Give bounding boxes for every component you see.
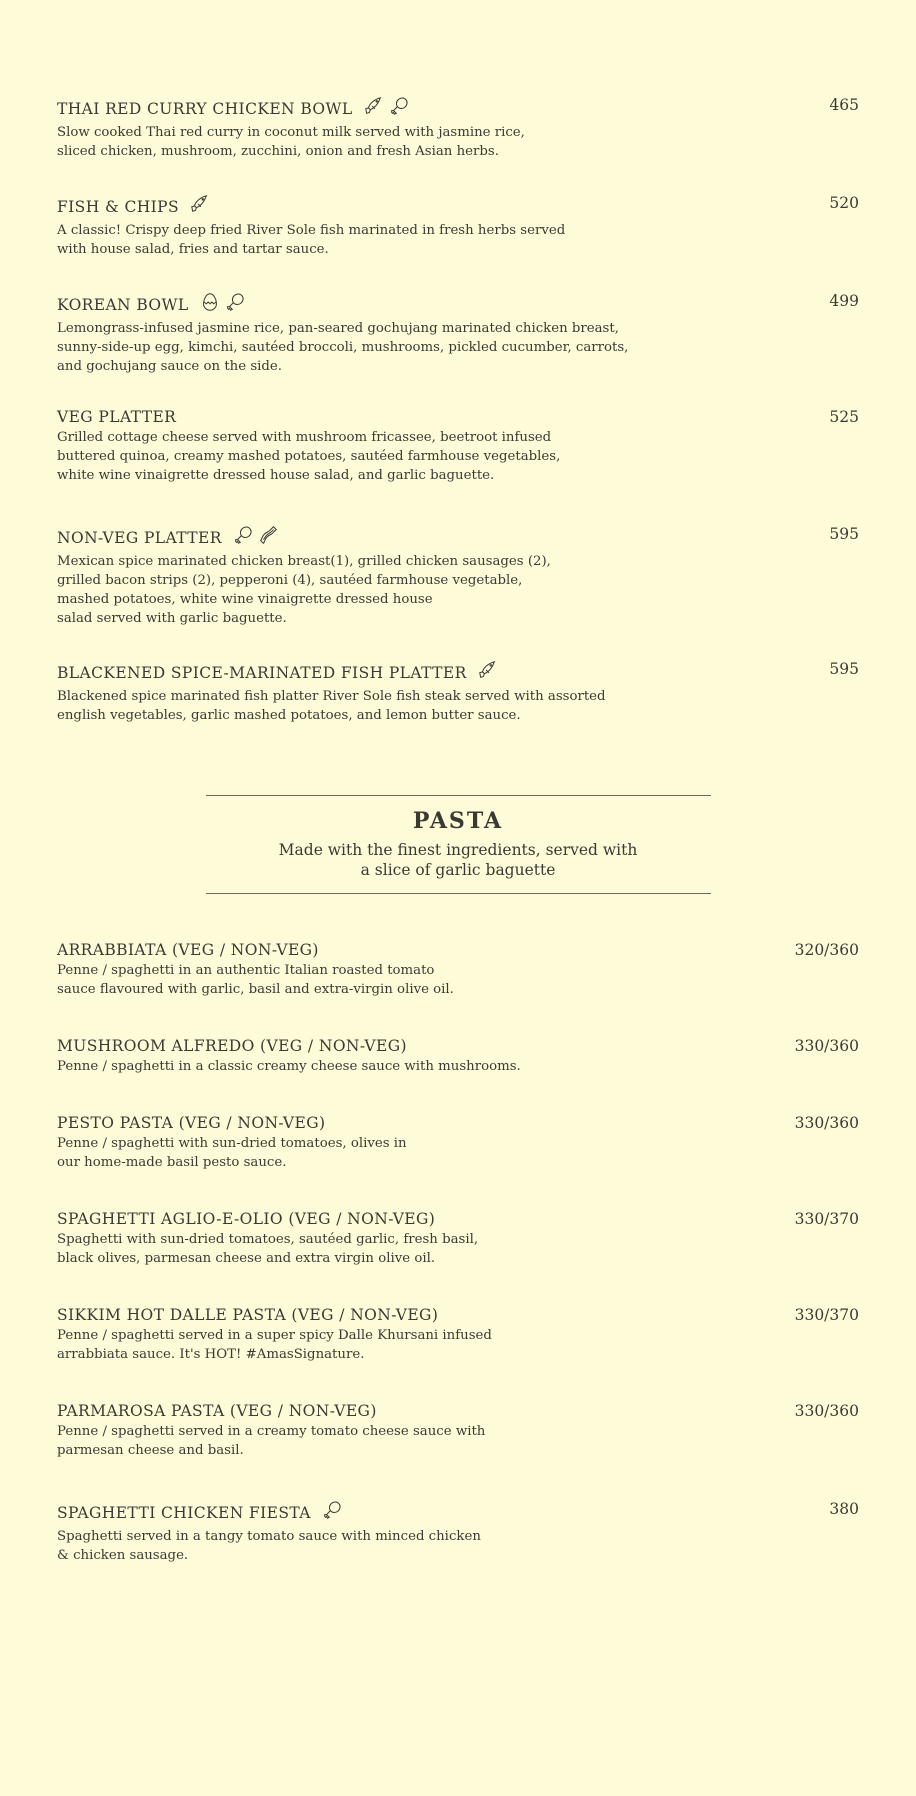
fish-icon bbox=[363, 95, 385, 122]
item-description: Mexican spice marinated chicken breast(1), grilled chicken sausages (2), grilled bacon strips (2), pepperoni (4), sautéed farmhouse vegetable, mashed potatoes, white wine vinaigrette dressed house salad served with garlic baguette. bbox=[57, 554, 551, 626]
item-title-row bbox=[57, 1305, 859, 1325]
item-description: Penne / spaghetti served in a creamy tomato cheese sauce with parmesan cheese and basil. bbox=[57, 1424, 486, 1458]
item-price: 330/370 bbox=[794, 1210, 859, 1228]
item-name: SPAGHETTI AGLIO-E-OLIO (VEG / NON-VEG) bbox=[57, 1210, 436, 1228]
item-description: Grilled cottage cheese served with mushroom fricassee, beetroot infused buttered quinoa, creamy mashed potatoes, sautéed farmhouse vegetables, white wine vinaigrette dressed house salad, and garlic baguette. bbox=[57, 430, 561, 483]
item-price: 320/360 bbox=[794, 941, 859, 959]
fish-icon bbox=[189, 193, 211, 220]
item-description: Penne / spaghetti in a classic creamy cheese sauce with mushrooms. bbox=[57, 1059, 521, 1074]
item-description: Penne / spaghetti served in a super spicy Dalle Khursani infused arrabbiata sauce. It's HOT! #AmasSignature. bbox=[57, 1328, 492, 1362]
item-price: 499 bbox=[829, 292, 859, 310]
section-divider-bottom bbox=[206, 893, 711, 894]
item-price: 465 bbox=[829, 96, 859, 114]
bacon-icon bbox=[257, 524, 279, 551]
menu-item bbox=[57, 407, 859, 485]
menu-item bbox=[57, 1036, 859, 1076]
item-name: BLACKENED SPICE-MARINATED FISH PLATTER bbox=[57, 663, 467, 682]
item-name: MUSHROOM ALFREDO (VEG / NON-VEG) bbox=[57, 1037, 407, 1055]
drumstick-icon bbox=[224, 291, 246, 318]
menu-item bbox=[57, 659, 859, 725]
menu-item bbox=[57, 1209, 859, 1268]
menu-item bbox=[57, 1113, 859, 1172]
item-title-row bbox=[57, 1036, 859, 1056]
item-description: Blackened spice marinated fish platter River Sole fish steak served with assorted english vegetables, garlic mashed potatoes, and lemon butter sauce. bbox=[57, 689, 606, 723]
item-description: Penne / spaghetti with sun-dried tomatoes, olives in our home-made basil pesto sauce. bbox=[57, 1136, 407, 1170]
item-title-row bbox=[57, 193, 859, 220]
item-name: NON-VEG PLATTER bbox=[57, 528, 222, 547]
item-description: A classic! Crispy deep fried River Sole fish marinated in fresh herbs served with house salad, fries and tartar sauce. bbox=[57, 223, 566, 257]
item-description: Spaghetti served in a tangy tomato sauce with minced chicken & chicken sausage. bbox=[57, 1529, 481, 1563]
item-title-row bbox=[57, 940, 859, 960]
item-icons bbox=[321, 1499, 343, 1526]
item-title-row bbox=[57, 1113, 859, 1133]
menu-item bbox=[57, 95, 859, 161]
item-title-row bbox=[57, 1401, 859, 1421]
item-title-row bbox=[57, 95, 859, 122]
section-subtitle: Made with the finest ingredients, served with a slice of garlic baguette bbox=[278, 841, 638, 879]
item-name: SIKKIM HOT DALLE PASTA (VEG / NON-VEG) bbox=[57, 1306, 439, 1324]
item-title-row bbox=[57, 407, 859, 427]
section-divider-top bbox=[206, 795, 711, 796]
item-name: FISH & CHIPS bbox=[57, 197, 180, 216]
item-name: SPAGHETTI CHICKEN FIESTA bbox=[57, 1503, 311, 1522]
item-name: THAI RED CURRY CHICKEN BOWL bbox=[57, 99, 353, 118]
menu-item bbox=[57, 940, 859, 999]
item-name: KOREAN BOWL bbox=[57, 295, 189, 314]
item-name: VEG PLATTER bbox=[57, 408, 177, 426]
item-price: 330/360 bbox=[794, 1402, 859, 1420]
item-price: 330/360 bbox=[794, 1114, 859, 1132]
section-title: PASTA bbox=[412, 808, 504, 834]
fish-icon bbox=[477, 659, 499, 686]
menu-item bbox=[57, 193, 859, 259]
item-icons bbox=[232, 524, 279, 551]
item-description: Penne / spaghetti in an authentic Italian roasted tomato sauce flavoured with garlic, basil and extra-virgin olive oil. bbox=[57, 963, 454, 997]
item-description: Lemongrass-infused jasmine rice, pan-seared gochujang marinated chicken breast, sunny-side-up egg, kimchi, sautéed broccoli, mushrooms, pickled cucumber, carrots, and gochujang sauce on the side. bbox=[57, 321, 629, 374]
item-icons bbox=[189, 193, 211, 220]
menu-item bbox=[57, 1401, 859, 1460]
menu-item bbox=[57, 1305, 859, 1364]
item-icons bbox=[477, 659, 499, 686]
menu-item bbox=[57, 1499, 859, 1565]
item-title-row bbox=[57, 524, 859, 551]
egg-icon bbox=[199, 291, 221, 318]
item-icons bbox=[199, 291, 246, 318]
item-title-row bbox=[57, 291, 859, 318]
item-title-row bbox=[57, 659, 859, 686]
item-description: Spaghetti with sun-dried tomatoes, sautéed garlic, fresh basil, black olives, parmesan cheese and extra virgin olive oil. bbox=[57, 1232, 479, 1266]
item-name: ARRABBIATA (VEG / NON-VEG) bbox=[57, 941, 319, 959]
item-price: 595 bbox=[829, 660, 859, 678]
item-price: 330/360 bbox=[794, 1037, 859, 1055]
item-price: 330/370 bbox=[794, 1306, 859, 1324]
item-price: 520 bbox=[829, 194, 859, 212]
drumstick-icon bbox=[321, 1499, 343, 1526]
item-title-row bbox=[57, 1499, 859, 1526]
item-description: Slow cooked Thai red curry in coconut milk served with jasmine rice, sliced chicken, mushroom, zucchini, onion and fresh Asian herbs. bbox=[57, 125, 525, 159]
drumstick-icon bbox=[232, 524, 254, 551]
item-price: 595 bbox=[829, 525, 859, 543]
item-name: PARMAROSA PASTA (VEG / NON-VEG) bbox=[57, 1402, 377, 1420]
drumstick-icon bbox=[388, 95, 410, 122]
item-title-row bbox=[57, 1209, 859, 1229]
item-name: PESTO PASTA (VEG / NON-VEG) bbox=[57, 1114, 326, 1132]
item-price: 380 bbox=[829, 1500, 859, 1518]
item-icons bbox=[363, 95, 410, 122]
menu-item bbox=[57, 524, 859, 628]
item-price: 525 bbox=[829, 408, 859, 426]
menu-item bbox=[57, 291, 859, 376]
